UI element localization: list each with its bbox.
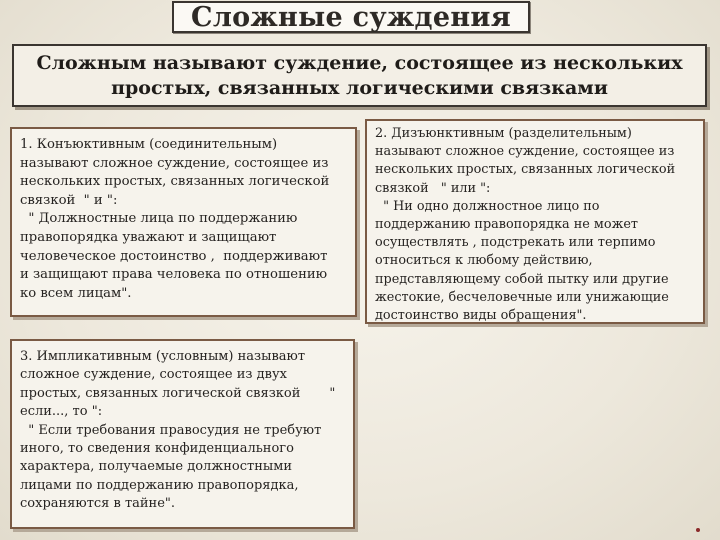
disjunctive-card: 2. Дизъюнктивным (разделительным) называют сложное суждение, состоящее из нескольких простых, связанных логической связкой " или ": " Ни одно должностное лицо по поддержанию правопорядка не может осуществлять , подстрекать или терпимо относиться к любому действию, представляющему собой пытку или другие жестокие, бесчеловечные или унижающие достоинство виды обращения".	[365, 119, 705, 324]
definition-text: Сложным называют суждение, состоящее из нескольких простых, связанных логическими связками	[36, 51, 683, 99]
slide-title: Сложные суждения	[172, 1, 530, 33]
decorative-dot	[696, 528, 700, 532]
definition-box	[12, 44, 707, 107]
implicative-card: 3. Импликативным (условным) называют сложное суждение, состоящее из двух простых, связанных логической связкой " если..., то ": " Если требования правосудия не требуют иного, то сведения конфиденциального характера, получаемые должностными лицами по поддержанию правопорядка, сохраняются в тайне".	[10, 339, 355, 529]
conjunctive-card: 1. Конъюктивным (соединительным) называют сложное суждение, состоящее из нескольких простых, связанных логической связкой " и ": " Должностные лица по поддержанию правопорядка уважают и защищают человеческое достоинство , поддерживают и защищают права человека по отношению ко всем лицам".	[10, 127, 357, 317]
